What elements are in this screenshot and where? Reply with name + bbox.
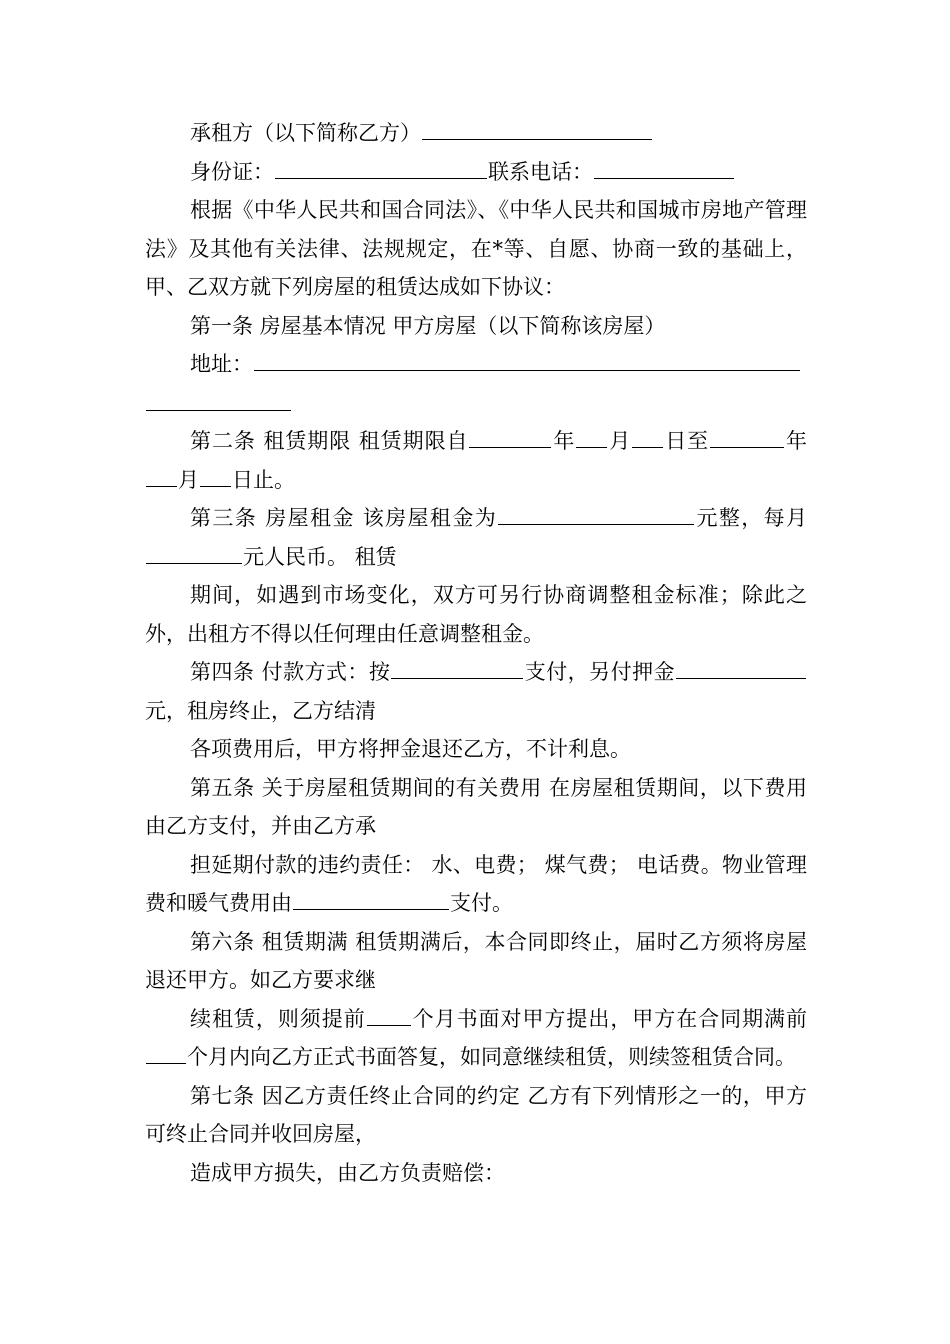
deposit-blank: [676, 657, 806, 679]
start-month-blank: [576, 426, 607, 448]
art6-text-d: 个月内向乙方正式书面答复，如同意继续租赁，则续签租赁合同。: [187, 1045, 796, 1069]
article-3: [145, 499, 807, 576]
article-6: 第六条 租赁期满 租赁期满后，本合同即终止，届时乙方须将房屋退还甲方。如乙方要求继: [145, 929, 807, 992]
start-year-blank: [469, 426, 551, 448]
art2-text-c: 月: [608, 429, 632, 453]
id-label: 身份证：: [190, 159, 274, 184]
lessee-label: 承租方（以下简称乙方）: [190, 121, 421, 145]
article-1: 第一条 房屋基本情况 甲方房屋（以下简称该房屋）: [190, 313, 666, 338]
article-7: 第七条 因乙方责任终止合同的约定 乙方有下列情形之一的，甲方可终止合同并收回房屋，: [145, 1083, 807, 1146]
lessee-line: [145, 114, 807, 153]
lessee-name-blank: [422, 118, 652, 140]
phone-label: 联系电话：: [488, 159, 593, 184]
address-blank-2: [146, 410, 291, 411]
article-4: [145, 653, 807, 730]
address-blank-continued: [145, 384, 807, 423]
art6-text-c: 个月书面对甲方提出，甲方在合同期满前: [411, 1006, 808, 1031]
intro-paragraph: 根据《中华人民共和国合同法》、《中华人民共和国城市房地产管理法》及其他有关法律、法规规定，在*等、自愿、协商一致的基础上，甲、乙双方就下列房屋的租赁达成如下协议：: [145, 198, 807, 299]
article-6-continued: [145, 1000, 807, 1077]
start-day-blank: [632, 426, 663, 448]
id-number-blank: [275, 157, 487, 179]
address-line: [145, 345, 807, 384]
art2-text-e: 年: [785, 429, 808, 453]
art2-text-d: 日至: [664, 429, 710, 453]
art3-text-b: 元整，每月: [695, 506, 808, 530]
art2-text-b: 年: [552, 429, 576, 453]
art5-text-b: 担延期付款的违约责任： 水、电费； 煤气费； 电话费。物业管理费和暖气费用由: [145, 852, 807, 915]
art3-text-c: 元人民币。 租赁: [243, 544, 397, 569]
art4-text-a: 第四条 付款方式：按: [190, 660, 391, 684]
art3-text-a: 第三条 房屋租金 该房屋租金为: [190, 506, 498, 530]
art2-text-g: 日止。: [232, 467, 295, 492]
article-3-continued: 期间，如遇到市场变化，双方可另行协商调整租金标准；除此之外，出租方不得以任何理由任意调整租金。: [145, 583, 807, 646]
art2-text-a: 第二条 租赁期限 租赁期限自: [190, 429, 469, 453]
art6-text-b: 续租赁，则须提前: [190, 1006, 366, 1031]
contract-page: [145, 114, 807, 1192]
art5-text-c: 支付。: [450, 891, 513, 915]
article-7-continued: 造成甲方损失，由乙方负责赔偿：: [190, 1160, 505, 1185]
art4-text-c: 元，租房终止，乙方结清: [145, 698, 376, 723]
fee-payer-blank: [293, 888, 449, 910]
monthly-rent-blank: [146, 542, 242, 564]
total-rent-blank: [498, 503, 694, 525]
article-5-continued: [145, 846, 807, 923]
end-month-blank: [146, 465, 177, 487]
payment-method-blank: [391, 657, 523, 679]
reply-months-blank: [146, 1042, 186, 1064]
id-line: [145, 153, 807, 192]
article-2: [145, 422, 807, 499]
address-label: 地址：: [190, 352, 253, 376]
notice-months-blank: [367, 1004, 411, 1026]
address-blank: [254, 349, 800, 371]
article-4-continued: 各项费用后，甲方将押金退还乙方，不计利息。: [190, 737, 631, 761]
end-year-blank: [710, 426, 784, 448]
art4-text-b: 支付，另付押金: [524, 660, 675, 684]
art2-text-f: 月: [178, 467, 199, 492]
article-5: 第五条 关于房屋租赁期间的有关费用 在房屋租赁期间，以下费用由乙方支付，并由乙方承: [145, 775, 807, 838]
end-day-blank: [200, 465, 231, 487]
phone-blank: [594, 157, 734, 179]
